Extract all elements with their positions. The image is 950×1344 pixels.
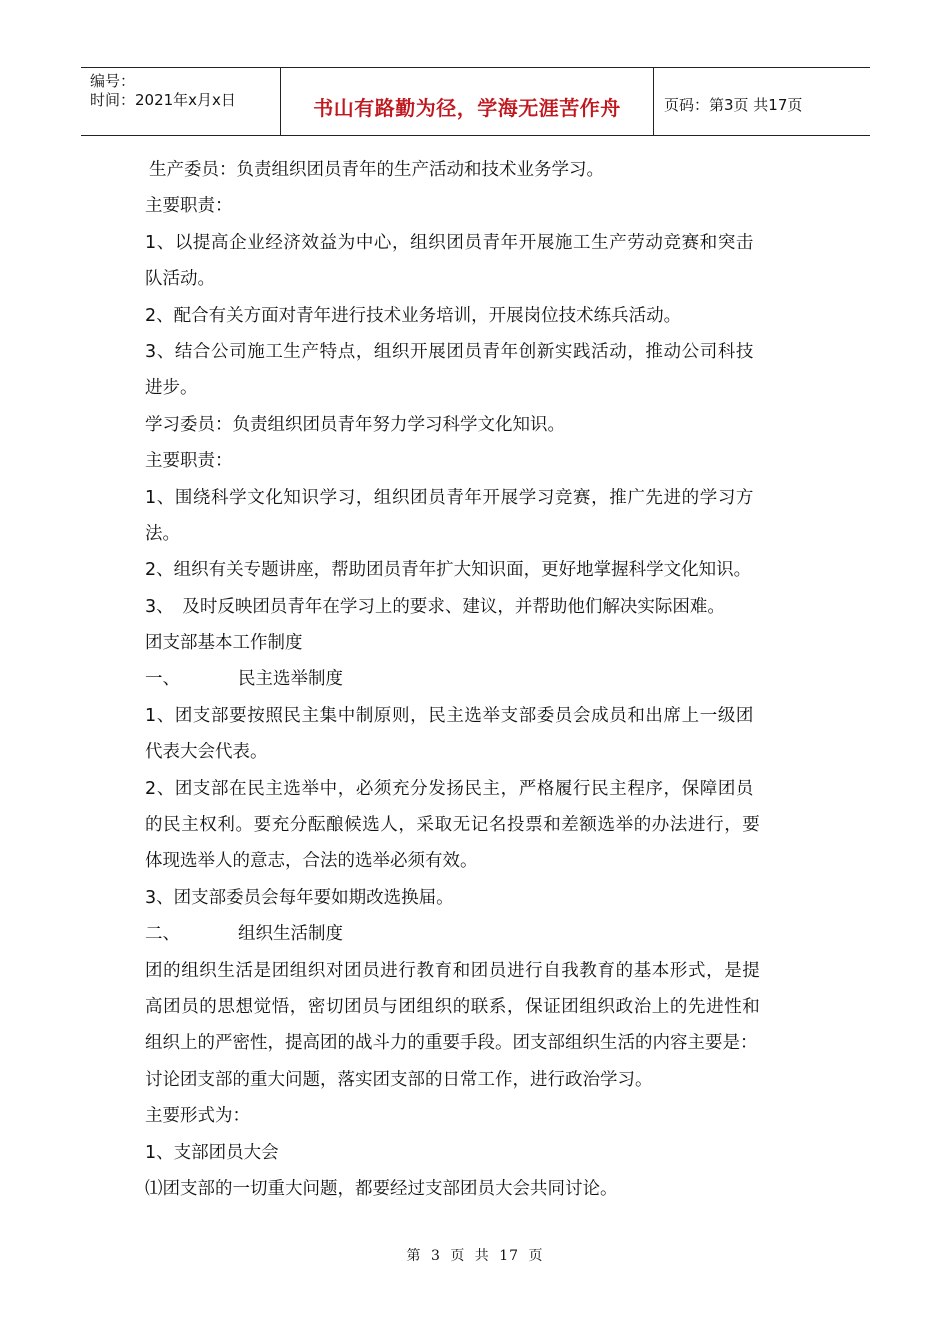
footer-total-pages: 17: [499, 1248, 520, 1264]
paragraph-line: 生产委员：负责组织团员青年的生产活动和技术业务学习。: [149, 160, 604, 180]
paragraph-line: 3、 及时反映团员青年在学习上的要求、建议，并帮助他们解决实际困难。: [145, 596, 725, 617]
paragraph-line: 2、团支部在民主选举中，必须充分发扬民主，严格履行民主程序，保障团员: [145, 778, 755, 799]
subsection-heading: [145, 661, 810, 697]
motto-text: 书山有路勤为径，学海无涯苦作舟: [313, 96, 621, 120]
paragraph-line: 体现选举人的意志，合法的选举必须有效。: [145, 851, 478, 872]
paragraph-line: 法。: [145, 523, 180, 544]
paragraph-line: 1、团支部要按照民主集中制原则，民主选举支部委员会成员和出席上一级团: [145, 705, 755, 726]
paragraph-line: 1、围绕科学文化知识学习，组织团员青年开展学习竞赛，推广先进的学习方: [145, 487, 755, 508]
footer-current-page: 3: [430, 1248, 441, 1264]
footer-ye: 页: [528, 1248, 544, 1264]
paragraph-line: 学习委员：负责组织团员青年努力学习科学文化知识。: [145, 414, 565, 435]
header-motto-cell: [281, 68, 654, 135]
header-info-cell: [81, 68, 281, 135]
paragraph-line: 2、组织有关专题讲座，帮助团员青年扩大知识面，更好地掌握科学文化知识。: [145, 560, 752, 581]
paragraph-line: 高团员的思想觉悟，密切团员与团组织的联系，保证团组织政治上的先进性和: [145, 996, 761, 1017]
paragraph-line: 主要职责：: [145, 196, 233, 217]
section-heading: 团支部基本工作制度: [145, 633, 303, 654]
paragraph-line: 的民主权利。要充分酝酿候选人，采取无记名投票和差额选举的办法进行，要: [145, 815, 761, 836]
paragraph-line: 讨论团支部的重大问题，落实团支部的日常工作，进行政治学习。: [145, 1069, 653, 1090]
page-code: 页码：第3页 共17页: [664, 96, 803, 114]
header-page-cell: [654, 68, 870, 135]
paragraph-line: 2、配合有关方面对青年进行技术业务培训，开展岗位技术练兵活动。: [145, 305, 682, 326]
page-footer: [0, 1245, 950, 1265]
paragraph-line: 1、以提高企业经济效益为中心，组织团员青年开展施工生产劳动竞赛和突击: [145, 232, 755, 253]
paragraph-line: 队活动。: [145, 269, 215, 290]
paragraph-line: ⑴团支部的一切重大问题，都要经过支部团员大会共同讨论。: [145, 1178, 618, 1199]
subsection-heading: [145, 916, 810, 952]
subsection-number: 二、: [145, 924, 180, 945]
paragraph-line: 代表大会代表。: [145, 742, 268, 763]
footer-ye: 页: [450, 1248, 466, 1264]
subsection-title: 组织生活制度: [238, 924, 343, 945]
paragraph-line: 3、团支部委员会每年要如期改选换届。: [145, 887, 454, 908]
serial-label: 编号：: [90, 72, 136, 90]
footer-gong: 共: [474, 1248, 490, 1264]
footer-di: 第: [406, 1248, 422, 1264]
paragraph-line: 3、结合公司施工生产特点，组织开展团员青年创新实践活动，推动公司科技: [145, 341, 755, 362]
paragraph-line: 主要形式为：: [145, 1106, 250, 1127]
paragraph-line: 进步。: [145, 378, 198, 399]
time-label: 时间：2021年x月x日: [90, 91, 236, 109]
paragraph-line: 1、支部团员大会: [145, 1142, 279, 1163]
paragraph-line: 组织上的严密性，提高团的战斗力的重要手段。团支部组织生活的内容主要是：: [145, 1033, 758, 1054]
subsection-title: 民主选举制度: [238, 669, 343, 690]
subsection-number: 一、: [145, 669, 180, 690]
page-header: [81, 67, 870, 136]
paragraph-line: 主要职责：: [145, 451, 233, 472]
document-body: [145, 152, 810, 1207]
paragraph-line: 团的组织生活是团组织对团员进行教育和团员进行自我教育的基本形式，是提: [145, 960, 761, 981]
